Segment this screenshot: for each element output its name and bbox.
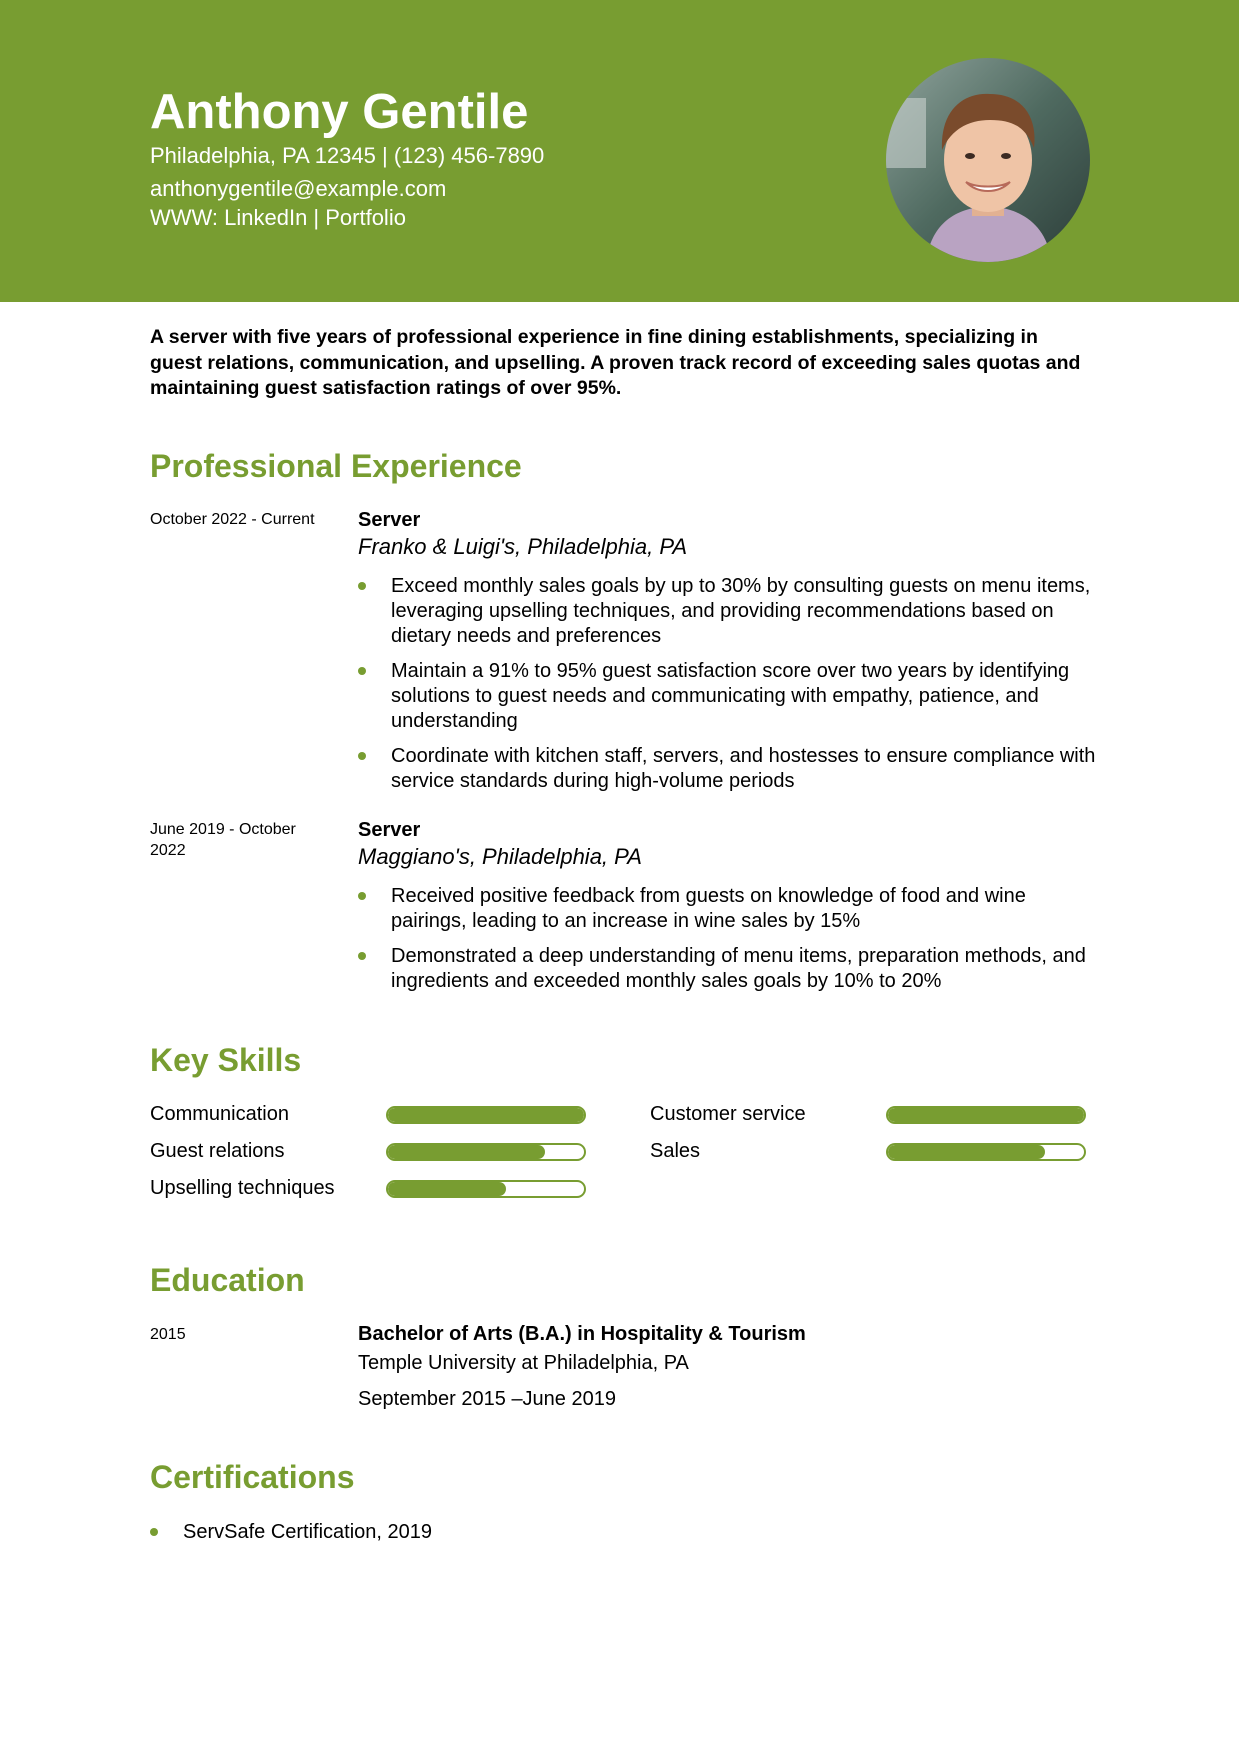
list-item [358,884,1098,934]
degree: Bachelor of Arts (B.A.) in Hospitality & Tourism [358,1323,806,1345]
job-title: Server [358,509,421,531]
skill-level-fill [388,1145,545,1159]
skill-bar [886,1106,1086,1124]
skills-heading: Key Skills [150,1042,302,1078]
bullet-icon [358,582,366,590]
education-year: 2015 [150,1326,186,1343]
bullet-icon [150,1528,158,1536]
bullet-icon [358,952,366,960]
job-dates: June 2019 - October 2022 [150,821,296,859]
skill-label: Customer service [650,1103,806,1125]
web-links: WWW: LinkedIn | Portfolio [150,205,406,230]
education-heading: Education [150,1262,305,1298]
candidate-name: Anthony Gentile [150,85,529,139]
experience-heading: Professional Experience [150,448,522,484]
skill-level-fill [388,1108,584,1122]
list-item [358,574,1098,649]
list-item [358,944,1098,994]
list-item [358,744,1098,794]
email: anthonygentile@example.com [150,176,447,201]
header-banner [0,0,1239,302]
bullet-text: Received positive feedback from guests on knowledge of food and wine pairings, leading to an increase in wine sales by 15% [391,885,1026,932]
school: Temple University at Philadelphia, PA [358,1352,689,1374]
list-item [150,1520,850,1545]
bullet-text: Coordinate with kitchen staff, servers, and hostesses to ensure compliance with service standards during high-volume periods [391,745,1096,792]
bullet-icon [358,892,366,900]
skill-bar [886,1143,1086,1161]
location-phone: Philadelphia, PA 12345 | (123) 456-7890 [150,143,545,168]
skill-bar [386,1106,586,1124]
professional-summary: A server with five years of professional experience in fine dining establishments, specializing in guest relations, communication, and upselling. A proven track record of exceeding sales quotas and maintaining guest satisfaction ratings of over 95%. [150,326,1081,399]
skill-level-fill [888,1108,1084,1122]
skill-bar [386,1180,586,1198]
bullet-text: Maintain a 91% to 95% guest satisfaction score over two years by identifying solutions to guest needs and communicating with empathy, patience, and understanding [391,660,1070,732]
certifications-heading: Certifications [150,1459,355,1495]
skill-label: Communication [150,1103,289,1125]
skill-label: Upselling techniques [150,1177,335,1199]
job-company: Franko & Luigi's, Philadelphia, PA [358,534,688,559]
skill-label: Guest relations [150,1140,285,1162]
job-dates: October 2022 - Current [150,511,315,528]
bullet-icon [358,667,366,675]
skill-level-fill [388,1182,506,1196]
bullet-icon [358,752,366,760]
job-title: Server [358,819,421,841]
person-photo-icon [886,58,1090,262]
list-item [358,659,1098,734]
skill-level-fill [888,1145,1045,1159]
study-period: September 2015 –June 2019 [358,1388,616,1410]
profile-photo [886,58,1090,262]
skill-label: Sales [650,1140,701,1162]
bullet-text: Exceed monthly sales goals by up to 30% by consulting guests on menu items, leveraging upselling techniques, and providing recommendations based on dietary needs and preferences [391,575,1091,647]
job-company: Maggiano's, Philadelphia, PA [358,844,642,869]
skill-bar [386,1143,586,1161]
bullet-text: Demonstrated a deep understanding of menu items, preparation methods, and ingredients and exceeded monthly sales goals by 10% to 20% [391,945,1086,992]
certification: ServSafe Certification, 2019 [183,1521,433,1543]
